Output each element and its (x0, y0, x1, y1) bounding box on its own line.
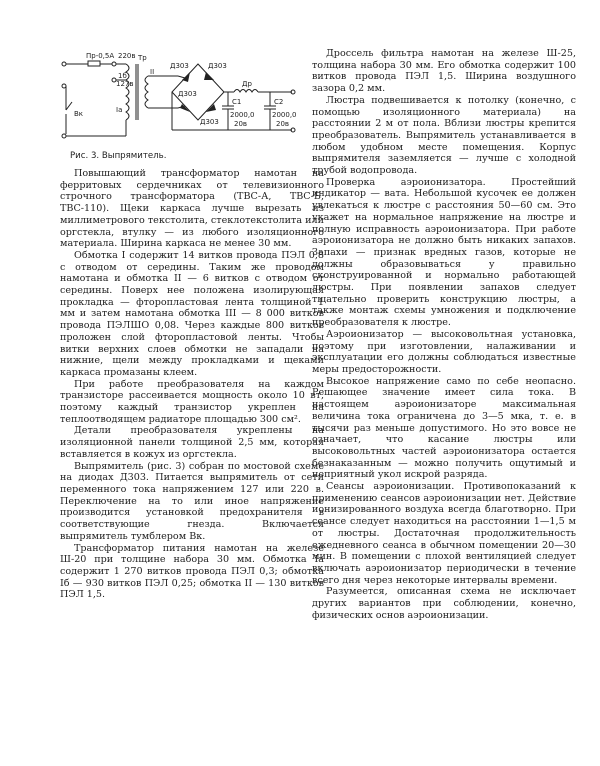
c2-value: 2000,0 (272, 111, 297, 119)
c1-value: 2000,0 (230, 111, 255, 119)
c1-voltage: 20в (234, 120, 248, 128)
right-paragraph: Дроссель фильтра намотан на железе Ш-25, толщина набора 30 мм. Его обмотка содержит 100 витков провода ПЭЛ 1,5. Ширина воздушного зазора 0,2 мм. (312, 48, 576, 95)
left-column (60, 168, 324, 601)
right-paragraph: Проверка аэроионизатора. Простейший индикатор — вата. Небольшой кусочек ее должен увлекаться к люстре с расстояния 50—60 см. Это укажет на нормальное напряжение на люстре и полную исправность аэроионизатора. При работе аэроионизатора не должно быть никаких запахов. Запахи — признак вредных газов, которые не должны образовываться у правильно сконструированной и нормально работающей люстры. При появлении запахов следует тщательно проверить конструкцию люстры, а также монтаж схемы умножения и подключение преобразователя к люстре. (312, 176, 576, 329)
left-paragraph: Детали преобразователя укреплены на изоляционной панели толщиной 2,5 мм, которая вставляется в кожух из оргстекла. (60, 425, 324, 460)
diode-1-label: Д303 (170, 62, 189, 70)
left-paragraph: При работе преобразователя на каждом транзисторе рассеивается мощность около 10 вт, поэтому каждый транзистор укреплен на теплоотводящем радиаторе площадью 300 см². (60, 378, 324, 425)
right-paragraph: Сеансы аэроионизации. Противопоказаний к применению сеансов аэроионизации нет. Действие ионизированного воздуха всегда благотворно. При сеансе следует находиться на расстоянии 1—1,5 м от люстры. Достаточная продолжительность ежедневного сеанса в обычном помещении 20—30 мин. В помещении с плохой вентиляцией следует включать аэроионизатор периодически в течение всего дня через некоторые интервалы времени. (312, 481, 576, 586)
rectifier-schematic (58, 50, 298, 146)
v220-label: 220в (118, 52, 136, 60)
c1-label: C1 (232, 98, 242, 106)
c2-label: C2 (274, 98, 284, 106)
left-paragraph: Трансформатор питания намотан на железе Ш-20 при толщине набора 30 мм. Обмотка Iа содержит 1 270 витков провода ПЭЛ 0,3; обмотка Iб — 930 витков ПЭЛ 0,25; обмотка II — 130 витков ПЭЛ 1,5. (60, 542, 324, 601)
left-paragraph: Повышающий трансформатор намотан на ферритовых сердечниках от телевизионного строчного трансформатора (ТВС-А, ТВС-Б, ТВС-110). Щеки каркаса лучше вырезать из миллиметрового текстолита, стеклотекстолита или оргстекла, втулку — из любого изоляционного материала. Ширина каркаса не менее 30 мм. (60, 168, 324, 250)
right-column (312, 48, 576, 621)
right-paragraph: Аэроионизатор — высоковольтная установка, поэтому при изготовлении, налаживании и эксплуатации его должны соблюдаться известные меры предосторожности. (312, 328, 576, 375)
choke-label: Др (242, 80, 252, 88)
winding-1a-label: Iа (116, 106, 123, 114)
c2-voltage: 20в (276, 120, 290, 128)
right-paragraph: Разумеется, описанная схема не исключает других вариантов при соблюдении, конечно, физических основ аэроионизации. (312, 586, 576, 621)
diode-4-label: Д303 (200, 118, 219, 126)
right-paragraph: Люстра подвешивается к потолку (конечно, с помощью изоляционного материала) на расстоянии 2 м от пола. Вблизи люстры крепится преобразователь. Выпрямитель устанавливается в любом удобном месте помещения. Корпус выпрямителя заземляется — лучше с холодной трубой водопровода. (312, 94, 576, 177)
tr-label: Тр (138, 54, 147, 62)
switch-label: Вк (74, 110, 84, 118)
diode-3-label: Д303 (178, 90, 197, 98)
figure-caption: Рис. 3. Выпрямитель. (70, 151, 167, 161)
right-paragraph: Высокое напряжение само по себе неопасно. Решающее значение имеет сила тока. В настоящем аэроионизаторе максимальная величина тока ограничена до 3—5 мка, т. е. в тысячи раз меньше допустимого. Но это вовсе не означает, что касание люстры или высоковольтных частей аэроионизатора остается безнаказанным — можно получить ощутимый и неприятный укол искрой разряда. (312, 375, 576, 481)
winding-1b-label: 1б (118, 72, 127, 80)
fuse-label: Пр-0,5А (86, 52, 115, 60)
winding-2-label: II (150, 68, 155, 76)
left-paragraph: Выпрямитель (рис. 3) собран по мостовой схеме на диодах Д303. Питается выпрямитель от сети переменного тока напряжением 127 или 220 в. Переключение на то или иное напряжение производится установкой предохранителя в соответствующие гнезда. Включается выпрямитель тумблером Вк. (60, 460, 324, 542)
v127-label: 127в (116, 80, 134, 88)
left-paragraph: Обмотка I содержит 14 витков провода ПЭЛ 0,8 с отводом от середины. Таким же проводом намотана и обмотка II — 6 витков с отводом от середины. Поверх нее положена изолирующая прокладка — фторопластовая лента толщиной 1 мм и затем намотана обмотка III — 8 000 витков провода ПЭЛШО 0,08. Через каждые 800 витков проложен слой фторопластовой ленты. Чтобы витки верхних слоев обмотки не западали на нижние, щели между прокладками и щеками каркаса промазаны клеем. (60, 249, 324, 378)
diode-2-label: Д303 (208, 62, 227, 70)
